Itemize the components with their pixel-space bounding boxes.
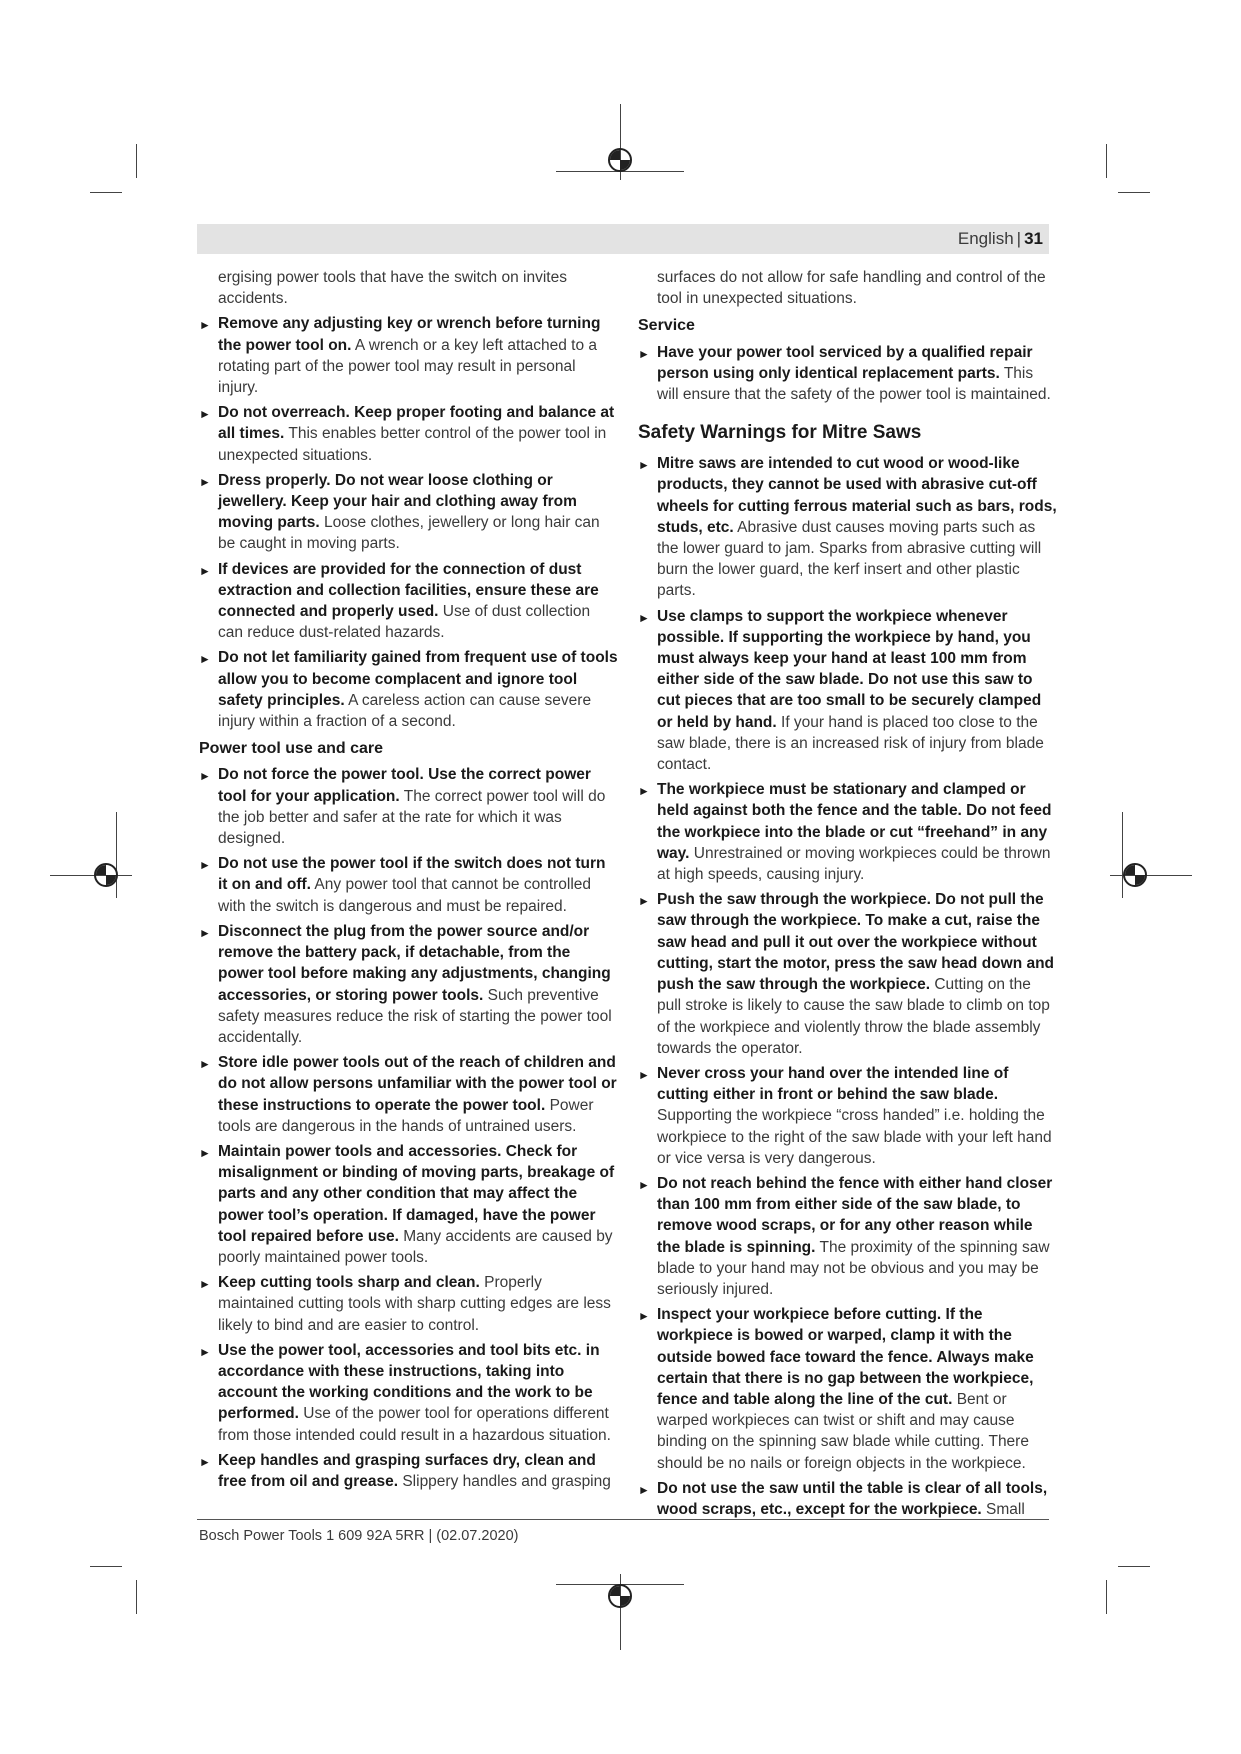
crop-mark <box>136 1580 137 1614</box>
continued-text: surfaces do not allow for safe handling and control of the tool in unexpected situations. <box>657 269 1046 308</box>
bullet-triangle-icon: ► <box>199 858 211 873</box>
warning-bold-text: If devices are provided for the connection of dust extraction and collection facilities, ensure these are connected and properly used. <box>218 560 599 621</box>
warning-bold-text: Do not force the power tool. Use the correct power tool for your application. <box>218 766 591 805</box>
list-item <box>199 764 619 849</box>
explanation-text: A careless action can cause severe injury within a fraction of a second. <box>218 691 592 731</box>
crop-mark <box>1118 1566 1150 1567</box>
explanation-text: Any power tool that cannot be controlled with the switch is dangerous and must be repaired. <box>218 876 592 915</box>
warning-bold-text: Maintain power tools and accessories. Check for misalignment or binding of moving parts, breakage of parts and any other condition that may affect the power tool’s operation. If damaged, have the power tool repaired before use. <box>218 1142 615 1245</box>
warning-bold-text: Do not overreach. Keep proper footing and balance at all times. <box>218 404 615 443</box>
bullet-triangle-icon: ► <box>199 318 211 333</box>
bullet-triangle-icon: ► <box>199 1344 211 1359</box>
crop-mark <box>1118 192 1150 193</box>
list-item <box>638 779 1058 885</box>
crop-mark <box>136 144 137 178</box>
header-language: English <box>957 229 1014 248</box>
bullet-triangle-icon: ► <box>638 1309 650 1324</box>
list-item <box>638 606 1058 776</box>
list-item <box>199 1340 619 1446</box>
right-column <box>638 267 1058 1524</box>
explanation-text: Use of the power tool for operations different from those intended could result in a hazardous situation. <box>218 1405 611 1444</box>
registration-line <box>116 812 117 898</box>
footer-rule <box>197 1519 1049 1520</box>
list-item <box>638 889 1058 1059</box>
registration-mark <box>608 148 632 172</box>
explanation-text: If your hand is placed too close to the saw blade, there is an increased risk of injury from blade contact. <box>657 713 1044 774</box>
explanation-text: The correct power tool will do the job better and safer at the rate for which it was designed. <box>218 787 606 848</box>
bullet-triangle-icon: ► <box>199 407 211 422</box>
explanation-text: This will ensure that the safety of the power tool is maintained. <box>657 364 1051 404</box>
explanation-text: Small <box>981 1500 1025 1518</box>
explanation-text: Abrasive dust causes moving parts such as the lower guard to jam. Sparks from abrasive cutting will burn the lower guard, the kerf insert and other plastic parts. <box>657 518 1042 600</box>
safety-list <box>199 764 619 1492</box>
bullet-triangle-icon: ► <box>199 563 211 578</box>
list-item <box>199 1450 619 1492</box>
warning-bold-text: Use the power tool, accessories and tool bits etc. in accordance with these instructions, taking into account the working conditions and the work to be performed. <box>218 1341 600 1423</box>
warning-bold-text: Store idle power tools out of the reach of children and do not allow persons unfamiliar with the power tool or these instructions to operate the power tool. <box>218 1054 617 1114</box>
bullet-triangle-icon: ► <box>638 458 650 473</box>
list-item <box>199 1272 619 1336</box>
explanation-text: Loose clothes, jewellery or long hair can be caught in moving parts. <box>218 514 600 553</box>
list-item <box>199 1052 619 1137</box>
list-item <box>638 1173 1058 1300</box>
section-heading: Safety Warnings for Mitre Saws <box>638 422 922 444</box>
safety-list <box>638 342 1058 406</box>
explanation-text: The proximity of the spinning saw blade to your hand may not be obvious and you may be seriously injured. <box>657 1238 1050 1298</box>
warning-bold-text: Do not use the power tool if the switch does not turn it on and off. <box>218 855 606 894</box>
bullet-triangle-icon: ► <box>638 1482 650 1497</box>
list-item <box>199 470 619 555</box>
page-header <box>197 224 1049 254</box>
bullet-triangle-icon: ► <box>638 610 650 625</box>
crop-mark <box>1106 1580 1107 1614</box>
bullet-triangle-icon: ► <box>638 894 650 909</box>
crop-mark <box>90 192 122 193</box>
bullet-triangle-icon: ► <box>199 1145 211 1160</box>
warning-bold-text: Do not reach behind the fence with either hand closer than 100 mm from either side of the saw blade, to remove wood scraps, or for any other reason while the blade is spinning. <box>657 1174 1053 1256</box>
bullet-triangle-icon: ► <box>638 346 650 361</box>
page-footer: Bosch Power Tools 1 609 92A 5RR | (02.07.2020) <box>199 1528 519 1544</box>
explanation-text: Supporting the workpiece “cross handed” i.e. holding the workpiece to the right of the saw blade with your left hand or vice versa is very dangerous. <box>657 1107 1052 1167</box>
registration-mark <box>94 863 118 887</box>
explanation-text: Cutting on the pull stroke is likely to cause the saw blade to climb on top of the workpiece and violently throw the blade assembly towards the operator. <box>657 976 1050 1057</box>
crop-mark <box>1106 144 1107 178</box>
bullet-triangle-icon: ► <box>199 652 211 667</box>
explanation-text: Use of dust collection can reduce dust-related hazards. <box>218 603 591 642</box>
warning-bold-text: Mitre saws are intended to cut wood or wood-like products, they cannot be used with abrasive cut-off wheels for cutting ferrous material such as bars, rods, studs, etc. <box>657 455 1057 536</box>
continued-text: ergising power tools that have the switch on invites accidents. <box>218 269 567 308</box>
list-item <box>638 1478 1058 1520</box>
list-item <box>199 313 619 398</box>
explanation-text: Such preventive safety measures reduce the risk of starting the power tool accidentally. <box>218 986 612 1046</box>
list-item <box>199 1141 619 1268</box>
warning-bold-text: Remove any adjusting key or wrench before turning the power tool on. <box>218 315 601 354</box>
warning-bold-text: Inspect your workpiece before cutting. If the workpiece is bowed or warped, clamp it with the outside bowed face toward the fence. Always make certain that there is no gap between the workpiece, fence and table along the line of the cut. <box>657 1306 1034 1408</box>
safety-list <box>199 313 619 732</box>
warning-bold-text: The workpiece must be stationary and clamped or held against both the fence and the table. Do not feed the workpiece into the blade or cut “freehand” in any way. <box>657 781 1052 862</box>
explanation-text: Slippery handles and grasping <box>398 1472 611 1490</box>
header-text <box>958 229 1043 249</box>
list-item <box>199 853 619 917</box>
left-column <box>199 267 619 1496</box>
registration-line <box>1122 812 1123 898</box>
list-item <box>199 921 619 1048</box>
registration-mark <box>1123 863 1147 887</box>
warning-bold-text: Never cross your hand over the intended line of cutting either in front or behind the saw blade. <box>657 1064 1009 1104</box>
header-separator: | <box>1016 229 1022 248</box>
explanation-text: Power tools are dangerous in the hands of untrained users. <box>218 1096 594 1135</box>
warning-bold-text: Push the saw through the workpiece. Do not pull the saw through the workpiece. To make a cut, raise the saw head and pull it out over the workpiece without cutting, start the motor, press the saw head down and push the saw through the workpiece. <box>657 891 1055 994</box>
bullet-triangle-icon: ► <box>199 1454 211 1469</box>
page-number: 31 <box>1024 229 1043 248</box>
list-item <box>199 402 619 466</box>
explanation-text: Bent or warped workpieces can twist or shift and may cause binding on the spinning saw blade while cutting. There should be no nails or foreign objects in the workpiece. <box>657 1390 1029 1472</box>
warning-bold-text: Keep cutting tools sharp and clean. <box>218 1274 480 1292</box>
list-item <box>638 1063 1058 1169</box>
registration-mark <box>608 1584 632 1608</box>
warning-bold-text: Keep handles and grasping surfaces dry, clean and free from oil and grease. <box>218 1451 596 1490</box>
warning-bold-text: Have your power tool serviced by a qualified repair person using only identical replacement parts. <box>657 343 1033 382</box>
bullet-triangle-icon: ► <box>199 925 211 940</box>
list-item <box>638 342 1058 406</box>
bullet-triangle-icon: ► <box>638 1067 650 1082</box>
warning-bold-text: Do not let familiarity gained from frequent use of tools allow you to become complacent and ignore tool safety principles. <box>218 649 618 709</box>
bullet-triangle-icon: ► <box>199 1277 211 1292</box>
list-item <box>199 647 619 732</box>
explanation-text: This enables better control of the power tool in unexpected situations. <box>218 425 607 464</box>
list-item <box>638 453 1058 601</box>
registration-line <box>50 875 132 876</box>
list-item <box>199 559 619 644</box>
warning-bold-text: Do not use the saw until the table is clear of all tools, wood scraps, etc., except for the workpiece. <box>657 1479 1048 1518</box>
crop-mark <box>90 1566 122 1567</box>
warning-bold-text: Use clamps to support the workpiece whenever possible. If supporting the workpiece by hand, you must always keep your hand at least 100 mm from either side of the saw blade. Do not use this saw to cut pieces that are too small to be securely clamped or held by hand. <box>657 607 1042 731</box>
bullet-triangle-icon: ► <box>199 474 211 489</box>
section-subheading: Power tool use and care <box>199 740 384 758</box>
explanation-text: Many accidents are caused by poorly maintained power tools. <box>218 1227 613 1266</box>
warning-bold-text: Dress properly. Do not wear loose clothing or jewellery. Keep your hair and clothing away from moving parts. <box>218 471 577 532</box>
explanation-text: Unrestrained or moving workpieces could be thrown at high speeds, causing injury. <box>657 844 1051 884</box>
warning-bold-text: Disconnect the plug from the power source and/or remove the battery pack, if detachable, from the power tool before making any adjustments, changing accessories, or storing power tools. <box>218 922 611 1004</box>
bullet-triangle-icon: ► <box>638 1177 650 1192</box>
bullet-triangle-icon: ► <box>199 769 211 784</box>
bullet-triangle-icon: ► <box>199 1057 211 1072</box>
safety-list <box>638 453 1058 1520</box>
explanation-text: A wrench or a key left attached to a rotating part of the power tool may result in personal injury. <box>218 336 598 397</box>
section-subheading: Service <box>638 317 695 335</box>
explanation-text: Properly maintained cutting tools with sharp cutting edges are less likely to bind and are easier to control. <box>218 1274 611 1334</box>
list-item <box>638 1304 1058 1474</box>
bullet-triangle-icon: ► <box>638 784 650 799</box>
